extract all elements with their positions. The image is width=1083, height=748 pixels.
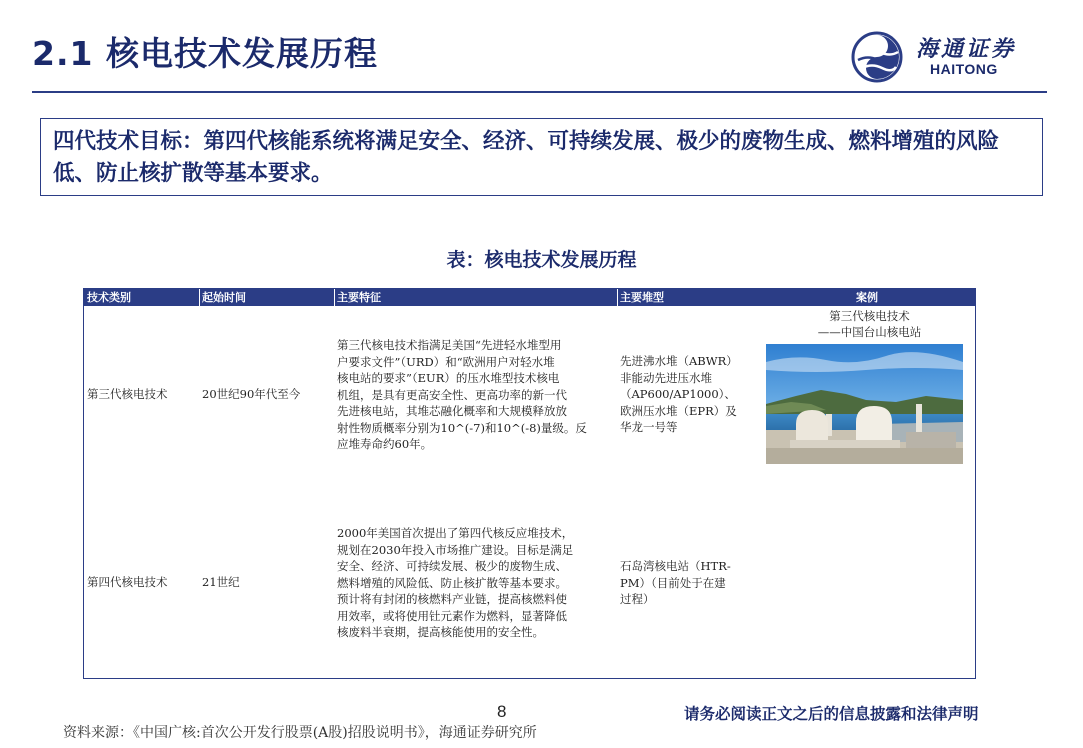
reactor-line: 华龙一号等 (620, 420, 678, 434)
feature-line: 机组，是具有更高安全性、更高功率的新一代 (337, 387, 567, 402)
column-header-case: 案例 (856, 291, 878, 304)
table-header-row (84, 289, 975, 306)
row1-category: 第三代核电技术 (87, 387, 168, 401)
feature-line: 用效率，或将使用钍元素作为燃料，显著降低 (337, 608, 567, 623)
feature-line: 第三代核电技术指满足美国“先进轻水堆型用 (337, 338, 562, 352)
header-separator (617, 289, 618, 306)
logo-chinese-text: 海通证券 (916, 36, 1017, 62)
column-header-features: 主要特征 (337, 291, 381, 304)
page-number: 8 (497, 702, 507, 721)
case-line: 第三代核电技术 (829, 309, 910, 323)
row1-reactors (620, 353, 760, 436)
feature-line: 先进核电站，其堆芯融化概率和大规模释放放 (337, 404, 567, 418)
header-divider (32, 91, 1047, 93)
feature-line: 燃料增殖的风险低、防止核扩散等基本要求。 (337, 575, 567, 590)
feature-line: 户要求文件”（URD）和“欧洲用户对轻水堆 (337, 354, 555, 369)
header-separator (334, 289, 335, 306)
feature-line: 2000年美国首次提出了第四代核反应堆技术， (337, 526, 574, 540)
logo-english-text: HAITONG (930, 61, 998, 77)
source-note: 资料来源：《中国广核:首次公开发行股票(A股)招股说明书》，海通证券研究所 (63, 725, 537, 741)
case-line: ——中国台山核电站 (817, 325, 922, 339)
reactor-line: 欧洲压水堆（EPR）及 (620, 403, 737, 418)
header-separator (199, 289, 200, 306)
feature-line: 规划在2030年投入市场推广建设。目标是满足 (337, 542, 574, 557)
feature-line: 应堆寿命约60年。 (337, 437, 433, 451)
row1-start: 20世纪90年代至今 (202, 387, 301, 401)
reactor-line: （AP600/AP1000）、 (620, 387, 736, 401)
column-header-start: 起始时间 (202, 291, 246, 304)
reactor-line: PM）（目前处于在建 (620, 575, 726, 590)
reactor-line: 过程） (620, 592, 655, 606)
row2-reactors (620, 558, 760, 608)
row1-case-label (764, 308, 975, 340)
feature-line: 预计将有封闭的核燃料产业链，提高核燃料使 (337, 592, 567, 606)
column-header-category: 技术类别 (87, 291, 131, 304)
legal-disclaimer: 请务必阅读正文之后的信息披露和法律声明 (684, 704, 979, 723)
table-caption: 表：核电技术发展历程 (446, 249, 637, 271)
haitong-logo (850, 30, 1060, 84)
row1-features (337, 337, 622, 453)
haitong-logo-icon (850, 30, 904, 84)
column-header-reactors: 主要堆型 (620, 291, 664, 304)
reactor-line: 非能动先进压水堆 (620, 370, 712, 385)
nuclear-power-plant-photo (766, 344, 963, 464)
feature-line: 安全、经济、可持续发展、极少的废物生成、 (337, 559, 567, 573)
goal-text: 四代技术目标：第四代核能系统将满足安全、经济、可持续发展、极少的废物生成、燃料增殖的风险低、防止核扩散等基本要求。 (53, 129, 1000, 186)
page-title: 2.1 核电技术发展历程 (32, 34, 378, 73)
reactor-line: 石岛湾核电站（HTR- (620, 559, 731, 573)
row2-features (337, 525, 622, 641)
tech-history-table (83, 288, 976, 679)
row2-start: 21世纪 (202, 575, 240, 589)
feature-line: 核废料半衰期，提高核能使用的安全性。 (337, 625, 544, 639)
row2-category: 第四代核电技术 (87, 575, 168, 589)
reactor-line: 先进沸水堆（ABWR） (620, 354, 738, 368)
feature-line: 射性物质概率分别为10^(-7)和10^(-8)量级。反 (337, 420, 587, 435)
feature-line: 核电站的要求”（EUR）的压水堆型技术核电 (337, 371, 560, 385)
goal-callout (40, 118, 1043, 196)
